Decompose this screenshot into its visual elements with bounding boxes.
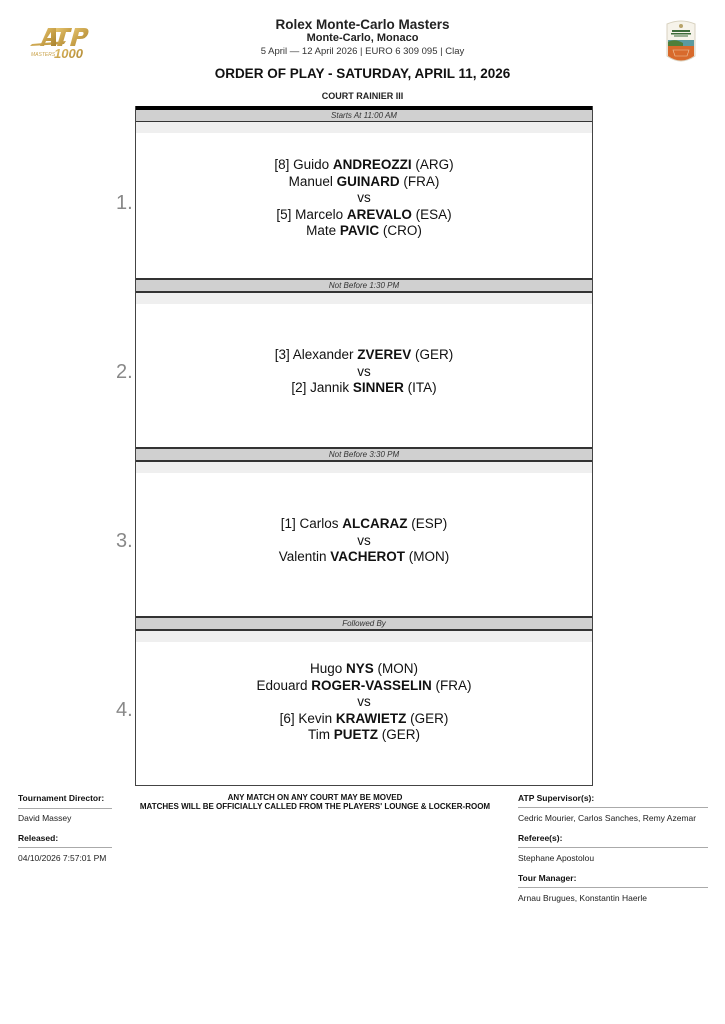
match-players xyxy=(136,516,592,566)
released-label: Released: xyxy=(18,833,59,843)
player-line: Valentin VACHEROT (MON) xyxy=(278,549,450,564)
match-number-3: 3. xyxy=(116,530,133,552)
atp-supervisor-label: ATP Supervisor(s): xyxy=(518,793,595,803)
slot-header-4: Followed By xyxy=(136,616,592,631)
order-of-play-title: ORDER OF PLAY - SATURDAY, APRIL 11, 2026 xyxy=(214,66,511,81)
player-line: [1] Carlos ALCARAZ (ESP) xyxy=(280,516,448,531)
svg-text:MASTERS: MASTERS xyxy=(31,52,56,58)
match-number-2: 2. xyxy=(116,361,133,383)
tournament-info: 5 April — 12 April 2026 | EURO 6 309 095 | Clay xyxy=(260,46,465,57)
tournament-title: Rolex Monte-Carlo Masters xyxy=(275,17,450,32)
notice-move: ANY MATCH ON ANY COURT MAY BE MOVED xyxy=(227,793,403,802)
divider xyxy=(518,887,708,888)
vs-label: vs xyxy=(357,363,371,379)
schedule-table xyxy=(135,106,593,786)
player-line: [3] Alexander ZVEREV (GER) xyxy=(274,347,454,362)
player-line: Mate PAVIC (CRO) xyxy=(306,223,422,238)
match-row-4 xyxy=(136,631,592,785)
notice-called: MATCHES WILL BE OFFICIALLY CALLED FROM THE PLAYERS' LOUNGE & LOCKER-ROOM xyxy=(139,802,491,811)
match-row-1 xyxy=(136,122,592,278)
player-line: [5] Marcelo AREVALO (ESA) xyxy=(276,206,452,222)
vs-label: vs xyxy=(357,694,371,709)
player-line: Hugo NYS (MON) xyxy=(309,661,419,676)
player-line: Manuel GUINARD (FRA) xyxy=(288,173,440,189)
match-row-3 xyxy=(136,462,592,616)
match-players xyxy=(136,661,592,744)
divider xyxy=(518,807,708,808)
tour-manager-label: Tour Manager: xyxy=(518,873,577,883)
divider xyxy=(18,847,112,848)
player-line: Edouard ROGER-VASSELIN (FRA) xyxy=(256,677,472,693)
tournament-location: Monte-Carlo, Monaco xyxy=(306,32,419,44)
slot-header-3: Not Before 3:30 PM xyxy=(136,447,592,462)
player-line: [6] Kevin KRAWIETZ (GER) xyxy=(279,710,449,726)
player-line: Tim PUETZ (GER) xyxy=(307,727,420,742)
tour-manager-names: Arnau Brugues, Konstantin Haerle xyxy=(518,893,647,903)
match-row-2 xyxy=(136,293,592,447)
tournament-director-name: David Massey xyxy=(18,813,72,823)
slot-header-2: Not Before 1:30 PM xyxy=(136,278,592,293)
player-line: [8] Guido ANDREOZZI (ARG) xyxy=(274,157,454,172)
vs-label: vs xyxy=(357,532,371,548)
match-number-1: 1. xyxy=(116,192,133,214)
divider xyxy=(18,808,112,809)
match-players xyxy=(136,347,592,397)
svg-text:1000: 1000 xyxy=(54,46,83,60)
slot-header-1: Starts At 11:00 AM xyxy=(136,110,592,123)
atp-supervisor-names: Cedric Mourier, Carlos Sanches, Remy Azemar xyxy=(518,813,697,823)
vs-label: vs xyxy=(357,190,371,205)
match-number-4: 4. xyxy=(116,699,133,721)
player-line: [2] Jannik SINNER (ITA) xyxy=(291,380,437,395)
divider xyxy=(518,847,708,848)
referee-label: Referee(s): xyxy=(518,833,563,843)
released-timestamp: 04/10/2026 7:57:01 PM xyxy=(18,853,107,863)
court-name: COURT RAINIER III xyxy=(321,91,404,101)
referee-name: Stephane Apostolou xyxy=(518,853,595,863)
match-players xyxy=(136,157,592,240)
tournament-director-label: Tournament Director: xyxy=(18,793,105,803)
